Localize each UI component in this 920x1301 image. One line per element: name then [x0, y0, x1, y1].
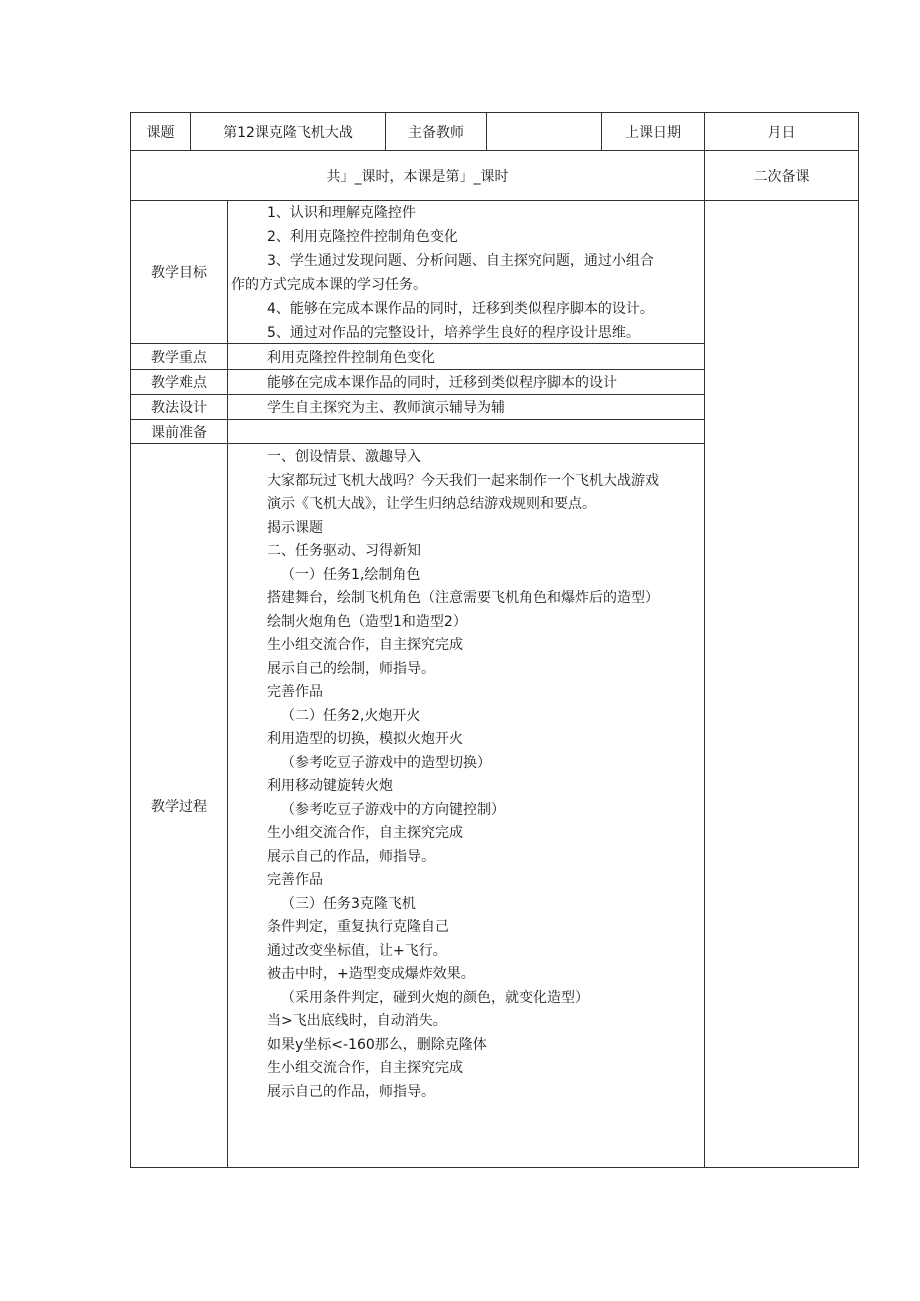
process-line: 二、任务驱动、习得新知 [267, 543, 421, 559]
process-line: 生小组交流合作，自主探究完成 [267, 1060, 463, 1076]
process-line: 完善作品 [267, 872, 323, 888]
process-line: 被击中时，+造型变成爆炸效果。 [267, 966, 475, 982]
objective-item: 3、学生通过发现问题、分析问题、自主探究问题，通过小组合 [267, 253, 654, 269]
objectives-list [231, 201, 703, 342]
preparation-label: 课前准备 [151, 424, 207, 441]
table-border-right [858, 112, 859, 1168]
process-label: 教学过程 [151, 798, 207, 815]
teacher-label: 主备教师 [408, 124, 464, 141]
date-value: 月日 [767, 124, 796, 141]
process-line: 生小组交流合作，自主探究完成 [267, 825, 463, 841]
process-line: 当>飞出底线时，自动消失。 [267, 1013, 447, 1029]
process-line: （一）任务1,绘制角色 [281, 566, 421, 583]
process-line: （二）任务2,火炮开火 [281, 707, 421, 724]
process-line: （采用条件判定，碰到火炮的颜色，就变化造型） [281, 989, 589, 1006]
process-line: 一、创设情景、激趣导入 [267, 449, 421, 465]
process-line: 演示《飞机大战》，让学生归纳总结游戏规则和要点。 [267, 496, 596, 512]
method-value: 学生自主探究为主、教师演示辅导为辅 [267, 400, 505, 416]
process-line: 利用移动键旋转火炮 [267, 778, 393, 794]
topic-label: 课题 [146, 124, 175, 141]
process-line: 通过改变坐标值，让+飞行。 [267, 942, 447, 959]
process-line: 揭示课题 [267, 519, 323, 536]
process-line: （参考吃豆子游戏中的造型切换） [281, 754, 491, 771]
process-line: 搭建舞台，绘制飞机角色（注意需要飞机角色和爆炸后的造型） [267, 590, 659, 606]
teacher-value [487, 113, 601, 150]
process-line: （参考吃豆子游戏中的方向键控制） [281, 801, 505, 818]
difficulty-label: 教学难点 [151, 375, 207, 391]
objective-item: 1、认识和理解克隆控件 [267, 205, 416, 221]
process-line: 完善作品 [267, 684, 323, 700]
key-point-value: 利用克隆控件控制角色变化 [267, 349, 435, 366]
objectives-label: 教学目标 [151, 265, 207, 281]
key-point-label: 教学重点 [151, 349, 207, 366]
process-line: 如果y坐标<-160那么，删除克隆体 [267, 1036, 487, 1053]
second-prep-label: 二次备课 [753, 168, 810, 185]
process-line: 利用造型的切换，模拟火炮开火 [267, 731, 463, 747]
date-label: 上课日期 [625, 124, 681, 141]
process-line: 生小组交流合作，自主探究完成 [267, 637, 463, 653]
hours-line: 共」_课时，本课是第」_课时 [326, 168, 509, 185]
process-line: 展示自己的作品，师指导。 [267, 1083, 435, 1100]
difficulty-value: 能够在完成本课作品的同时，迁移到类似程序脚本的设计 [267, 375, 617, 391]
process-line: （三）任务3克隆飞机 [281, 895, 416, 912]
method-label: 教法设计 [151, 400, 207, 416]
process-line: 大家都玩过飞机大战吗？今天我们一起来制作一个飞机大战游戏 [267, 472, 659, 489]
preparation-value [267, 420, 703, 443]
process-lines [267, 446, 703, 1104]
topic-value: 第12课克隆飞机大战 [223, 124, 353, 141]
table-rule [704, 112, 705, 1168]
table-rule [227, 200, 228, 1168]
objective-item: 2、利用克隆控件控制角色变化 [267, 229, 458, 245]
process-line: 展示自己的作品，师指导。 [267, 848, 435, 865]
process-line: 绘制火炮角色（造型1和造型2） [267, 613, 467, 630]
process-line: 展示自己的绘制，师指导。 [267, 660, 435, 677]
objective-item: 4、能够在完成本课作品的同时，迁移到类似程序脚本的设计。 [267, 301, 654, 317]
process-line: 条件判定，重复执行克隆自己 [267, 919, 449, 935]
table-border-bottom [130, 1167, 859, 1168]
objective-item: 5、通过对作品的完整设计，培养学生良好的程序设计思维。 [267, 325, 640, 341]
objective-item: 作的方式完成本课的学习任务。 [231, 277, 427, 293]
